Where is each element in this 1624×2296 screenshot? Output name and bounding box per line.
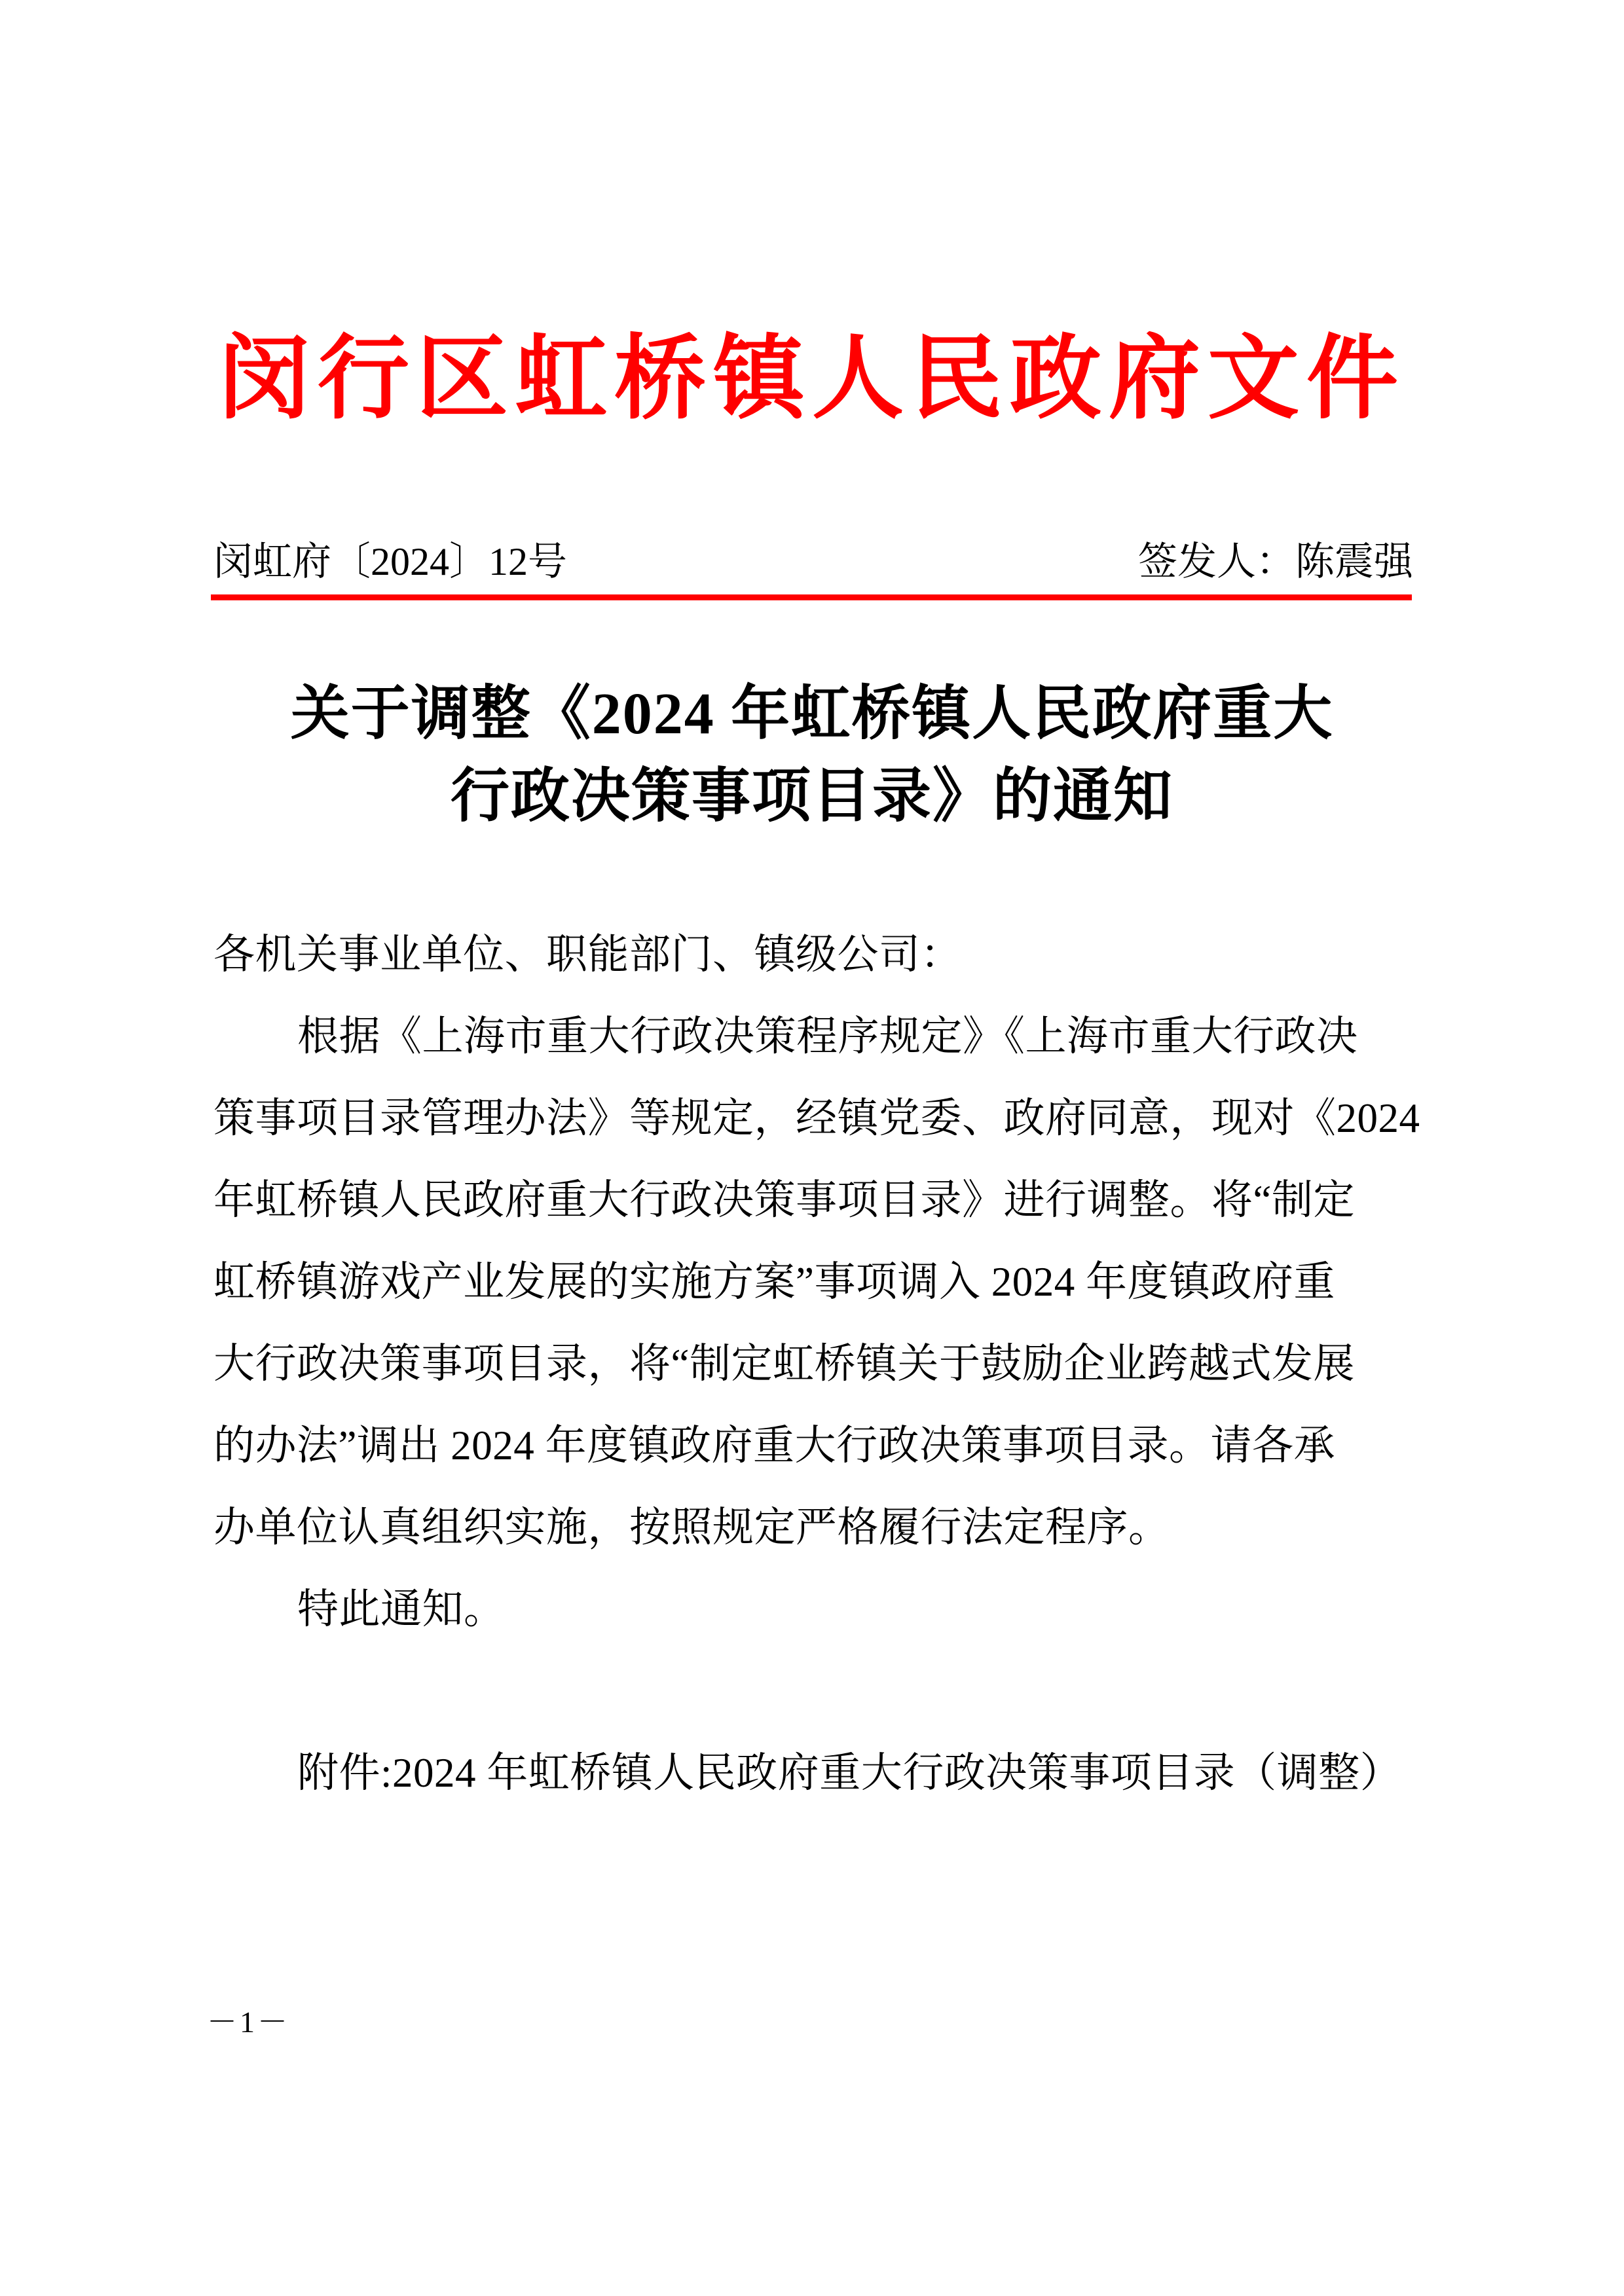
document-title-line-2: 行政决策事项目录》的通知	[451, 764, 1173, 829]
blank-line	[213, 1650, 1416, 1732]
body-line: 虹桥镇游戏产业发展的实施方案”事项调入 2024 年度镇政府重	[213, 1259, 1335, 1305]
body-line: 根据《上海市重大行政决策程序规定》《上海市重大行政决	[297, 1013, 1358, 1059]
body-line: 办单位认真组织实施，按照规定严格履行法定程序。	[213, 1504, 1170, 1550]
document-number: 闵虹府〔2024〕12号	[213, 540, 567, 583]
closing-line: 特此通知。	[297, 1586, 506, 1632]
salutation-line: 各机关事业单位、职能部门、镇级公司：	[213, 932, 962, 977]
body-line: 年虹桥镇人民政府重大行政决策事项目录》进行调整。将“制定	[213, 1177, 1355, 1223]
document-title	[0, 673, 1624, 838]
red-divider-rule	[211, 594, 1412, 600]
body-line: 策事项目录管理办法》等规定，经镇党委、政府同意，现对《2024	[213, 1095, 1420, 1141]
body-line: 大行政决策事项目录，将“制定虹桥镇关于鼓励企业跨越式发展	[213, 1341, 1355, 1387]
document-title-line-1: 关于调整《2024 年虹桥镇人民政府重大	[290, 682, 1334, 746]
body-line: 的办法”调出 2024 年度镇政府重大行政决策事项目录。请各承	[213, 1423, 1335, 1468]
issuer-name: 签发人：陈震强	[1138, 540, 1413, 583]
page-number: －1－	[207, 2005, 290, 2039]
document-number-row	[213, 538, 1413, 585]
attachment-line: 附件:2024 年虹桥镇人民政府重大行政决策事项目录（调整）	[297, 1750, 1402, 1796]
document-body	[213, 914, 1420, 1814]
red-header-title: 闵行区虹桥镇人民政府文件	[218, 329, 1405, 430]
